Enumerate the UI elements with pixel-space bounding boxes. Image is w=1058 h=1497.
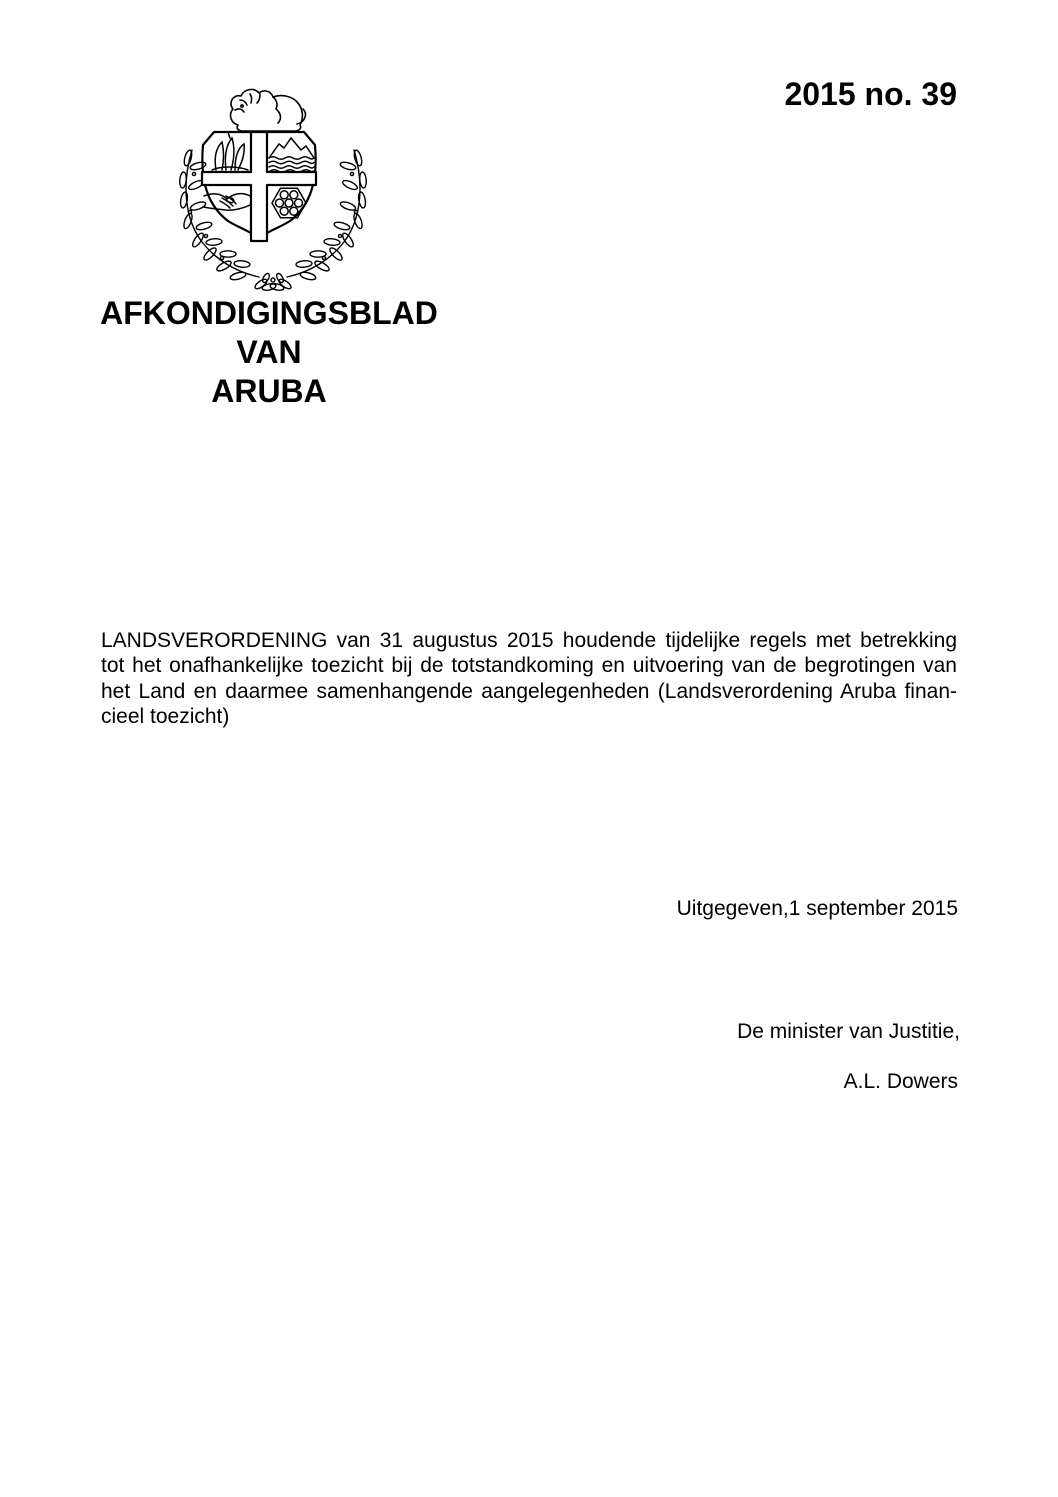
decree-paragraph — [101, 628, 957, 729]
minister-name: A.L. Dowers — [843, 1070, 958, 1093]
decree-line-1: LANDSVERORDENING van 31 augustus 2015 houdende tijdelijke regels met betrekking — [101, 629, 957, 652]
masthead-line-2: VAN — [236, 334, 302, 370]
masthead-line-3: ARUBA — [211, 373, 327, 409]
masthead — [100, 294, 438, 411]
masthead-line-1: AFKONDIGINGSBLAD — [100, 295, 438, 331]
decree-line-4: cieel toezicht) — [101, 704, 230, 728]
decree-line-3: het Land en daarmee samenhangende aangelegenheden (Landsverordening Aruba finan- — [101, 679, 957, 703]
aruba-coat-of-arms-icon — [178, 88, 368, 293]
publication-number: 2015 no. 39 — [784, 76, 957, 112]
minister-title: De minister van Justitie, — [737, 1020, 960, 1043]
issued-date-line: Uitgegeven,1 september 2015 — [676, 897, 958, 920]
decree-line-2: tot het onafhankelijke toezicht bij de totstandkoming en uitvoering van de begrotingen van — [101, 654, 957, 678]
